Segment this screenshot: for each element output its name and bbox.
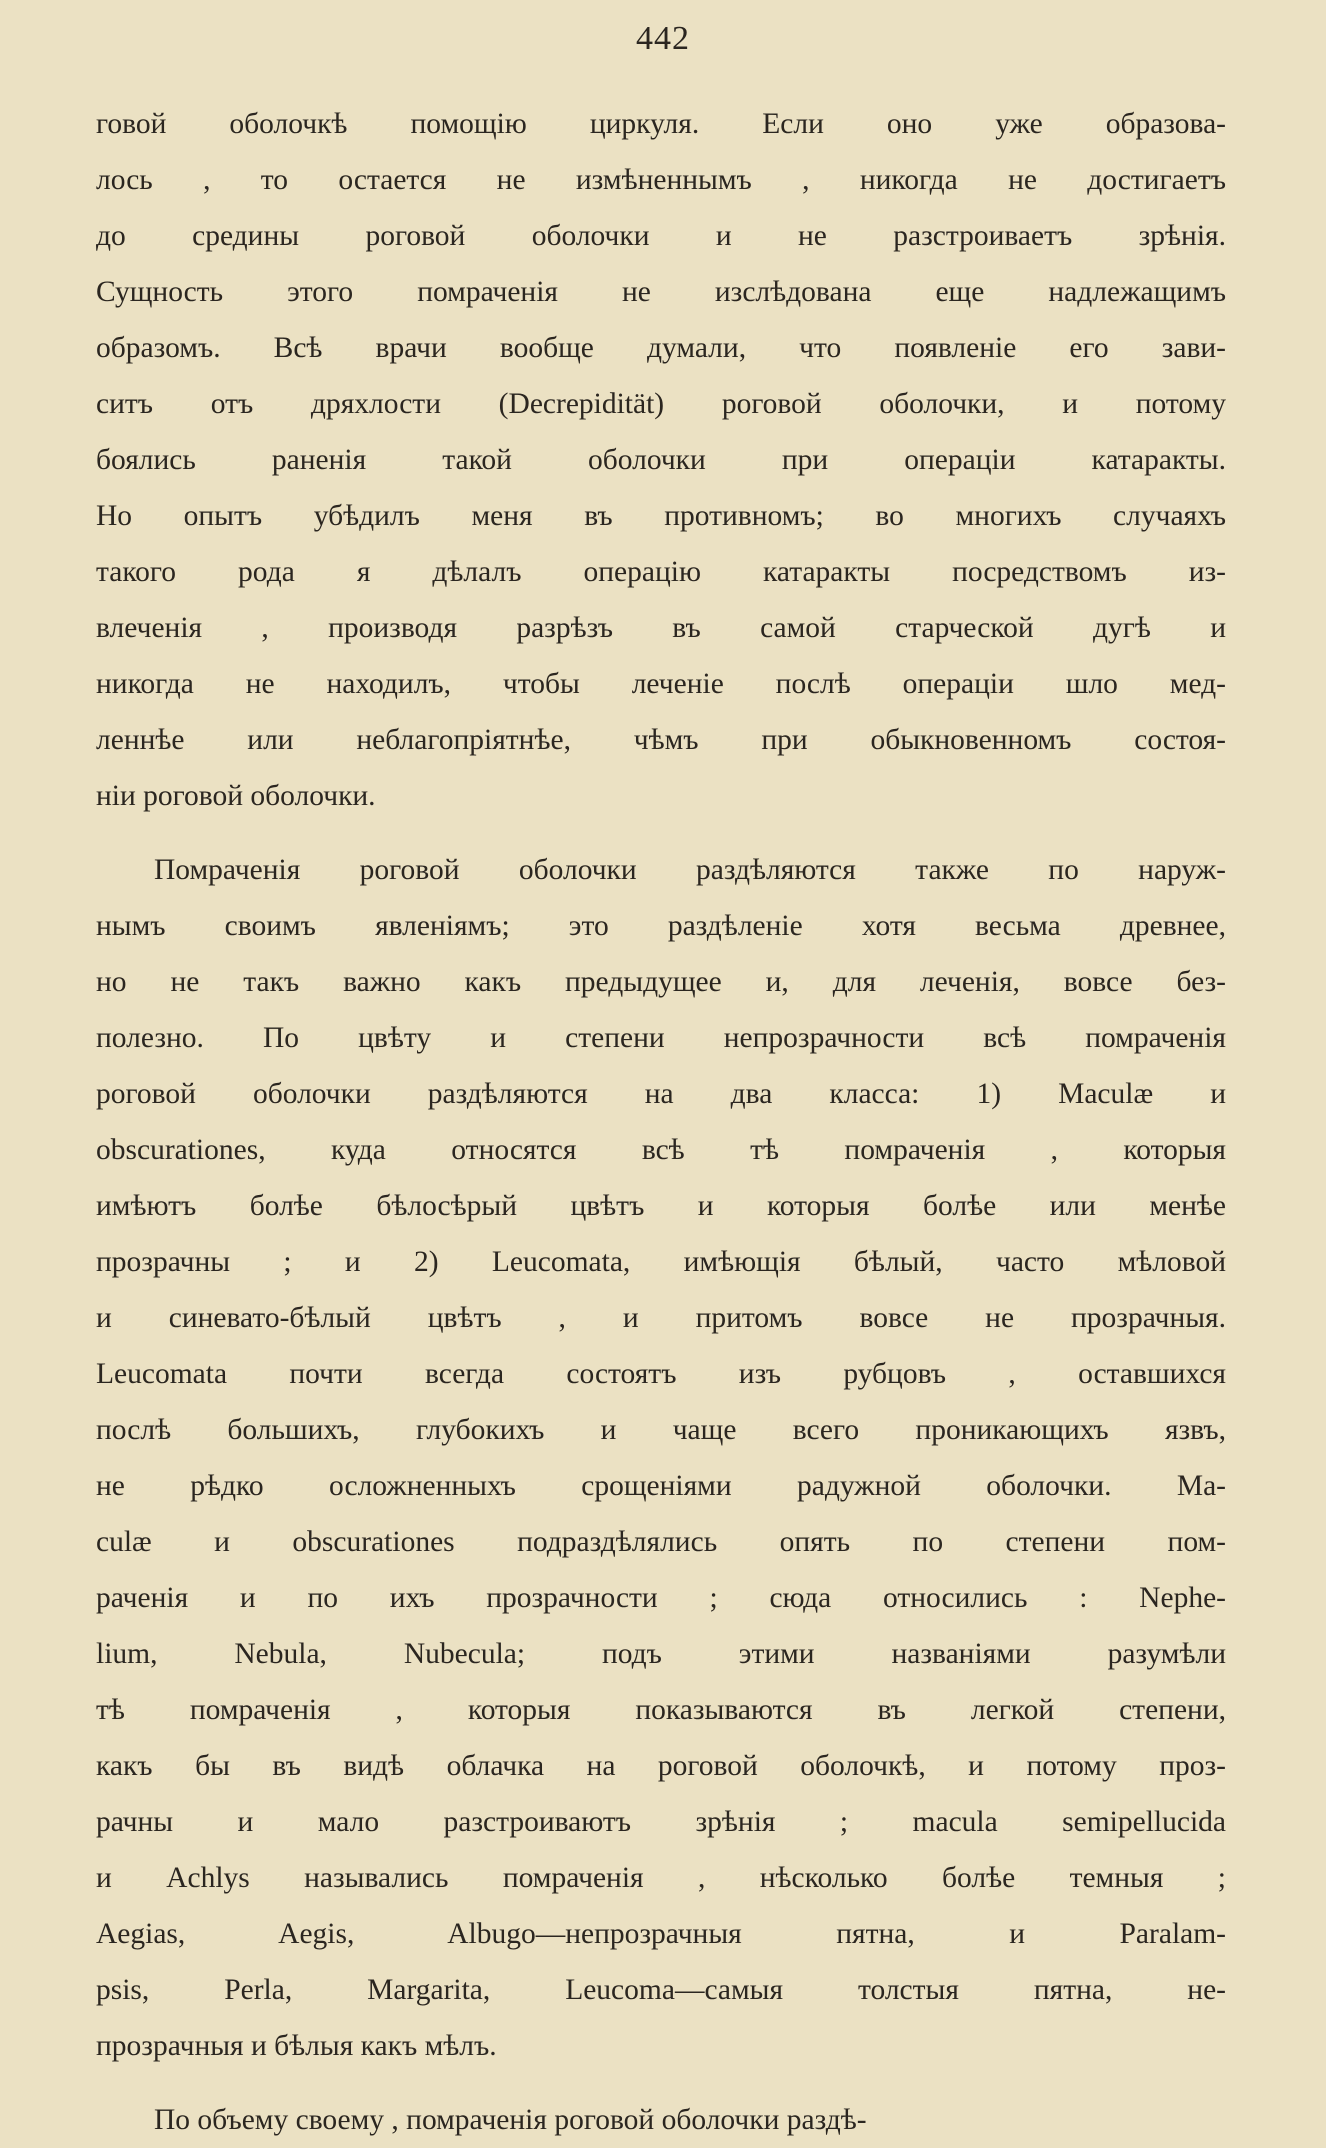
- text-line: влеченія , производя разрѣзъ въ самой старческой дугѣ и: [96, 612, 1226, 644]
- text-line: Помраченія роговой оболочки раздѣляются также по наруж-: [154, 854, 1226, 886]
- text-line: Сущность этого помраченія не изслѣдована еще надлежащимъ: [96, 276, 1226, 308]
- text-line: имѣютъ болѣе бѣлосѣрый цвѣтъ и которыя болѣе или менѣе: [96, 1190, 1226, 1222]
- text-line: прозрачныя и бѣлыя какъ мѣлъ.: [96, 2030, 497, 2062]
- text-line: леннѣе или неблагопріятнѣе, чѣмъ при обыкновенномъ состоя-: [96, 724, 1226, 756]
- text-line: говой оболочкѣ помощію циркуля. Если оно уже образова-: [96, 108, 1226, 140]
- text-line: какъ бы въ видѣ облачка на роговой оболочкѣ, и потому проз-: [96, 1750, 1226, 1782]
- text-line: ситъ отъ дряхлости (Decrepidität) роговой оболочки, и потому: [96, 388, 1226, 420]
- text-line: роговой оболочки раздѣляются на два класса: 1) Maculæ и: [96, 1078, 1226, 1110]
- text-line: лось , то остается не измѣненнымъ , никогда не достигаетъ: [96, 164, 1226, 196]
- text-line: По объему своему , помраченія роговой оболочки раздѣ-: [154, 2104, 867, 2136]
- text-line: и синевато-бѣлый цвѣтъ , и притомъ вовсе не прозрачныя.: [96, 1302, 1226, 1334]
- text-line: но не такъ важно какъ предыдущее и, для леченія, вовсе без-: [96, 966, 1226, 998]
- text-line: psis, Perla, Margarita, Leucoma—самыя толстыя пятна, не-: [96, 1974, 1226, 2006]
- text-line: раченія и по ихъ прозрачности ; сюда относились : Nephe-: [96, 1582, 1226, 1614]
- text-line: боялись раненія такой оболочки при операціи катаракты.: [96, 444, 1226, 476]
- text-line: послѣ большихъ, глубокихъ и чаще всего проникающихъ язвъ,: [96, 1414, 1226, 1446]
- text-line: obscurationes, куда относятся всѣ тѣ помраченія , которыя: [96, 1134, 1226, 1166]
- text-line: ніи роговой оболочки.: [96, 780, 376, 812]
- text-line: никогда не находилъ, чтобы леченіе послѣ операціи шло мед-: [96, 668, 1226, 700]
- page-number: 442: [636, 20, 690, 57]
- text-line: до средины роговой оболочки и не разстроиваетъ зрѣнія.: [96, 220, 1226, 252]
- text-line: Но опытъ убѣдилъ меня въ противномъ; во многихъ случаяхъ: [96, 500, 1226, 532]
- text-line: Aegias, Aegis, Albugo—непрозрачныя пятна, и Paralam-: [96, 1918, 1226, 1950]
- text-line: тѣ помраченія , которыя показываются въ легкой степени,: [96, 1694, 1226, 1726]
- text-line: не рѣдко осложненныхъ срощеніями радужной оболочки. Ma-: [96, 1470, 1226, 1502]
- text-line: такого рода я дѣлалъ операцію катаракты посредствомъ из-: [96, 556, 1226, 588]
- text-line: нымъ своимъ явленіямъ; это раздѣленіе хотя весьма древнее,: [96, 910, 1226, 942]
- paragraph: [96, 96, 1226, 824]
- text-line: и Achlys назывались помраченія , нѣсколько болѣе темныя ;: [96, 1862, 1226, 1894]
- text-line: рачны и мало разстроиваютъ зрѣнія ; macula semipellucida: [96, 1806, 1226, 1838]
- text-line: прозрачны ; и 2) Leucomata, имѣющія бѣлый, часто мѣловой: [96, 1246, 1226, 1278]
- text-line: полезно. По цвѣту и степени непрозрачности всѣ помраченія: [96, 1022, 1226, 1054]
- text-line: culæ и obscurationes подраздѣлялись опять по степени пом-: [96, 1526, 1226, 1558]
- paragraph: [96, 2092, 1226, 2148]
- text-line: lium, Nebula, Nubecula; подъ этими названіями разумѣли: [96, 1638, 1226, 1670]
- paragraph: [96, 842, 1226, 2074]
- text-line: Leucomata почти всегда состоятъ изъ рубцовъ , оставшихся: [96, 1358, 1226, 1390]
- body-text: [96, 96, 1226, 2148]
- paragraph-gap: [96, 824, 1226, 842]
- text-line: образомъ. Всѣ врачи вообще думали, что появленіе его зави-: [96, 332, 1226, 364]
- paragraph-gap: [96, 2074, 1226, 2092]
